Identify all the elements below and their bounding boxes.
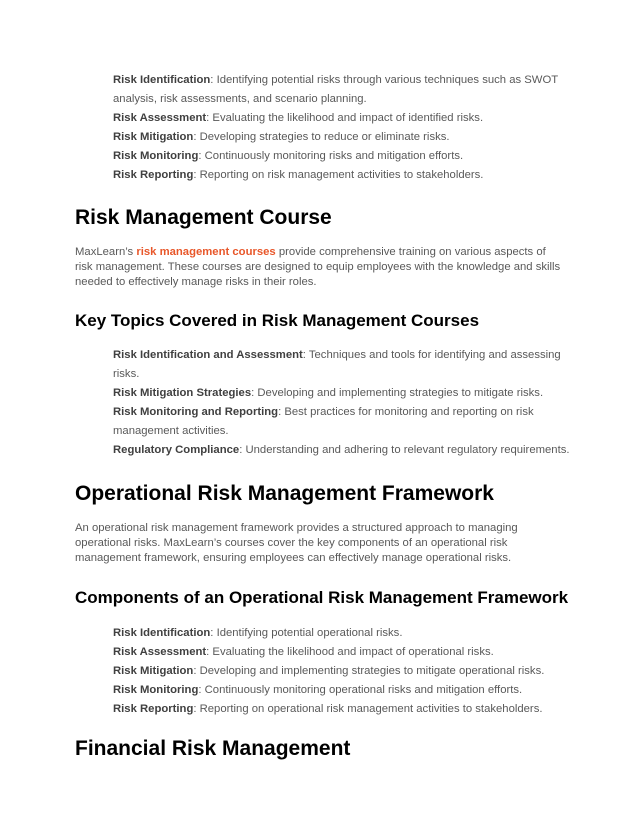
list-item [113, 681, 573, 700]
risk-process-list [113, 71, 573, 185]
list-item [113, 624, 573, 643]
list-desc: : Evaluating the likelihood and impact of operational risks. [206, 646, 494, 658]
list-item [113, 441, 573, 460]
list-desc: : Understanding and adhering to relevant regulatory requirements. [239, 444, 570, 456]
list-desc: : Reporting on risk management activities to stakeholders. [193, 169, 484, 181]
section-heading-components: Components of an Operational Risk Management Framework [75, 588, 569, 607]
list-item [113, 147, 573, 166]
list-term: Risk Reporting [113, 703, 194, 715]
section-heading-operational-framework: Operational Risk Management Framework [75, 482, 494, 505]
list-term: Risk Identification and Assessment [113, 349, 303, 361]
list-item [113, 166, 573, 185]
list-desc: : Identifying potential operational risks. [210, 627, 403, 639]
course-para-before: MaxLearn’s [75, 246, 137, 258]
list-item [113, 403, 573, 441]
list-term: Risk Monitoring and Reporting [113, 406, 279, 418]
list-desc: : Reporting on operational risk management activities to stakeholders. [193, 703, 543, 715]
key-topics-list [113, 346, 573, 460]
list-item [113, 109, 573, 128]
list-term: Risk Assessment [113, 112, 207, 124]
list-desc: : Evaluating the likelihood and impact of identified risks. [206, 112, 484, 124]
list-term: Risk Monitoring [113, 150, 199, 162]
list-item [113, 662, 573, 681]
list-term: Risk Identification [113, 74, 211, 86]
list-term: Risk Identification [113, 627, 211, 639]
list-term: Risk Mitigation Strategies [113, 387, 252, 399]
list-term: Regulatory Compliance [113, 444, 240, 456]
list-term: Risk Mitigation [113, 131, 194, 143]
list-item [113, 346, 573, 384]
course-paragraph [75, 245, 565, 290]
list-desc: : Continuously monitoring operational risks and mitigation efforts. [198, 684, 523, 696]
list-desc: : Developing strategies to reduce or eliminate risks. [193, 131, 450, 143]
list-term: Risk Reporting [113, 169, 194, 181]
list-item [113, 128, 573, 147]
list-item [113, 384, 573, 403]
section-heading-key-topics: Key Topics Covered in Risk Management Courses [75, 311, 480, 330]
list-term: Risk Assessment [113, 646, 207, 658]
operational-paragraph: An operational risk management framework provides a structured approach to managing operational risks. MaxLearn’s courses cover the key components of an operational risk management framework, ensuring employees can effectively manage operational risks. [75, 522, 518, 564]
list-desc: : Best practices for monitoring and reporting on risk management activities. [113, 406, 534, 437]
list-term: Risk Mitigation [113, 665, 194, 677]
list-desc: : Identifying potential risks through various techniques such as SWOT analysis, risk assessments, and scenario planning. [113, 74, 558, 105]
list-item [113, 71, 573, 109]
list-desc: : Continuously monitoring risks and mitigation efforts. [198, 150, 464, 162]
section-heading-financial-risk: Financial Risk Management [75, 737, 351, 760]
risk-management-courses-link[interactable]: risk management courses [136, 246, 276, 258]
list-desc: : Developing and implementing strategies to mitigate operational risks. [193, 665, 545, 677]
section-heading-risk-management-course: Risk Management Course [75, 206, 332, 229]
list-desc: : Techniques and tools for identifying and assessing risks. [113, 349, 561, 380]
course-para-after: provide comprehensive training on various aspects of risk management. These courses are designed to equip employees with the knowledge and skills needed to effectively manage risks in their roles. [75, 246, 561, 288]
components-list [113, 624, 573, 719]
list-term: Risk Monitoring [113, 684, 199, 696]
list-desc: : Developing and implementing strategies to mitigate risks. [251, 387, 544, 399]
list-item [113, 643, 573, 662]
list-item [113, 700, 573, 719]
